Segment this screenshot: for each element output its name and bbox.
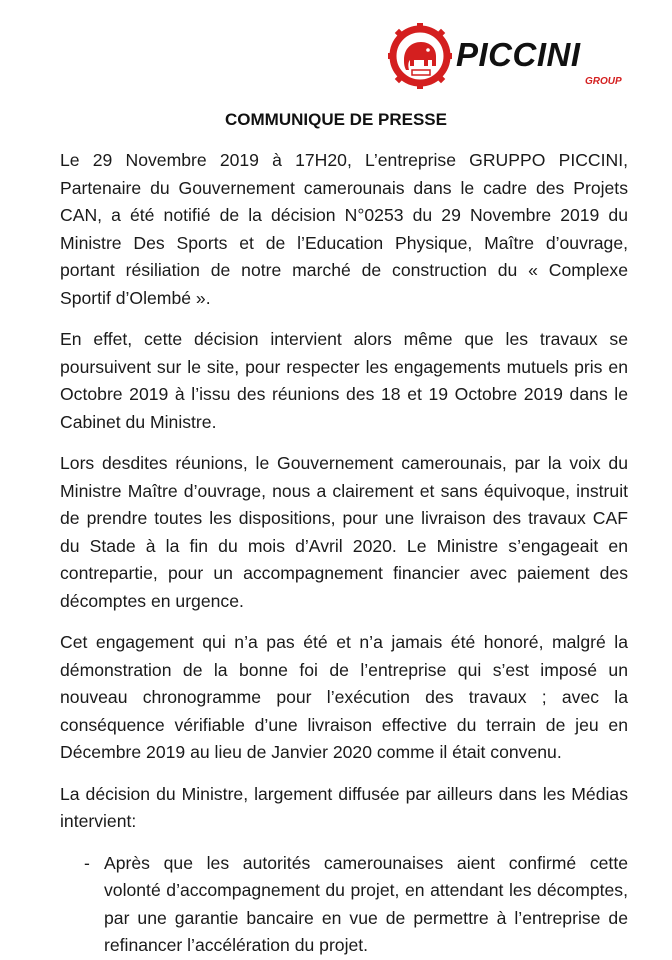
elephant-emblem-icon [388, 20, 452, 92]
logo-group-label: GROUP [585, 76, 622, 87]
page-title: COMMUNIQUE DE PRESSE [225, 110, 447, 129]
paragraph-4: Cet engagement qui n’a pas été et n’a jamais été honoré, malgré la démonstration de la bonne foi de l’entreprise qui s’est imposé un nouveau chronogramme pour l’exécution des travaux ; avec la conséquence vérifiable d’une livraison effective du terrain de jeu en Décembre 2019 au lieu de Janvier 2020 comme il était convenu. [60, 632, 628, 762]
bullet-text: Après que les autorités camerounaises aient confirmé cette volonté d’accompagnement du projet, en attendant les décomptes, par une garantie bancaire en vue de permettre à l’entreprise de refinancer l’accélération du projet. [104, 852, 628, 955]
logo-wordmark: PICCINI [456, 36, 581, 73]
bullet-item-1 [60, 850, 628, 960]
paragraph-2: En effet, cette décision intervient alors même que les travaux se poursuivent sur le site, pour respecter les engagements mutuels pris en Octobre 2019 à l’issu des réunions des 18 et 19 Octobre 2019 dans le Cabinet du Ministre. [60, 329, 628, 432]
piccini-logo [388, 20, 628, 92]
paragraph-5: La décision du Ministre, largement diffusée par ailleurs dans les Médias intervient: [60, 783, 628, 831]
bullet-marker: - [84, 852, 90, 873]
paragraph-3: Lors desdites réunions, le Gouvernement camerounais, par la voix du Ministre Maître d’ouvrage, nous a clairement et sans équivoque, instruit de prendre toutes les dispositions, pour une livraison des travaux CAF du Stade à la fin du mois d’Avril 2020. Le Ministre s’engageait en contrepartie, pour un accompagnement financier avec paiement des décomptes en urgence. [60, 453, 628, 611]
paragraph-1: Le 29 Novembre 2019 à 17H20, L’entreprise GRUPPO PICCINI, Partenaire du Gouvernement camerounais dans le cadre des Projets CAN, a été notifié de la décision N°0253 du 29 Novembre 2019 du Ministre Des Sports et de l’Education Physique, Maître d’ouvrage, portant résiliation de notre marché de construction du « Complexe Sportif d’Olembé ». [60, 150, 628, 308]
press-release-body [60, 147, 628, 960]
